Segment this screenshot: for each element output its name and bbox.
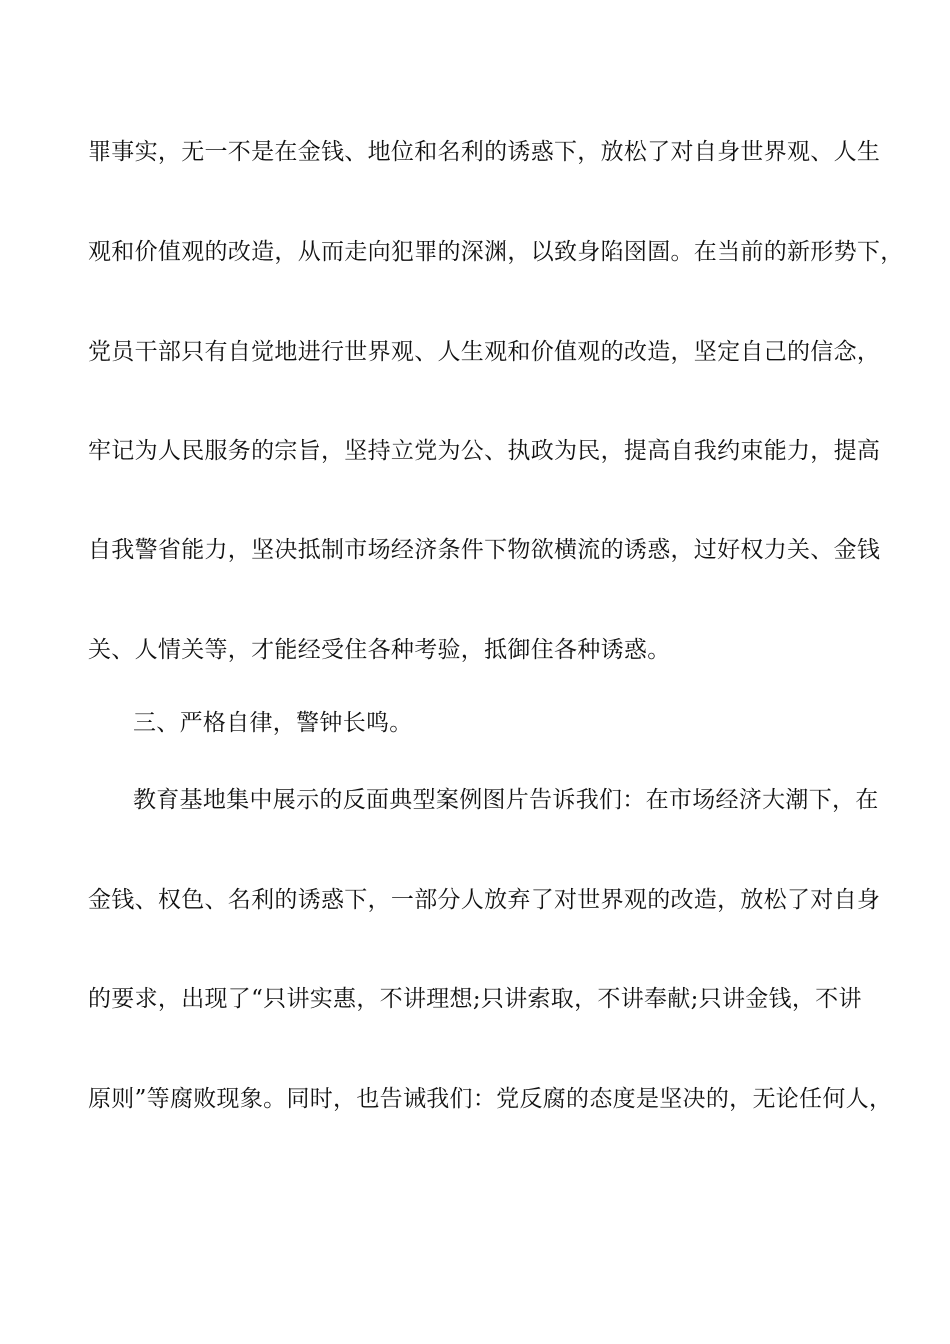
- section-heading: 三、严格自律，警钟长鸣。: [133, 710, 413, 736]
- paragraph-line: 金钱、权色、名利的诱惑下，一部分人放弃了对世界观的改造，放松了对自身: [88, 887, 881, 913]
- paragraph-line: 罪事实，无一不是在金钱、地位和名利的诱惑下，放松了对自身世界观、人生: [88, 139, 881, 165]
- paragraph-line: 牢记为人民服务的宗旨，坚持立党为公、执政为民，提高自我约束能力，提高: [88, 438, 881, 464]
- paragraph-line: 原则”等腐败现象。同时，也告诫我们：党反腐的态度是坚决的，无论任何人，: [88, 1086, 893, 1112]
- paragraph-line: 教育基地集中展示的反面典型案例图片告诉我们：在市场经济大潮下，在: [133, 787, 879, 813]
- paragraph-line: 关、人情关等，才能经受住各种考验，抵御住各种诱惑。: [88, 637, 671, 663]
- paragraph-line: 的要求，出现了“只讲实惠，不讲理想;只讲索取，不讲奉献;只讲金钱，不讲: [88, 986, 862, 1012]
- paragraph-line: 自我警省能力，坚决抵制市场经济条件下物欲横流的诱惑，过好权力关、金钱: [88, 537, 881, 563]
- paragraph-line: 党员干部只有自觉地进行世界观、人生观和价值观的改造，坚定自己的信念，: [88, 339, 881, 365]
- paragraph-line: 观和价值观的改造，从而走向犯罪的深渊，以致身陷囹圄。在当前的新形势下，: [88, 239, 904, 265]
